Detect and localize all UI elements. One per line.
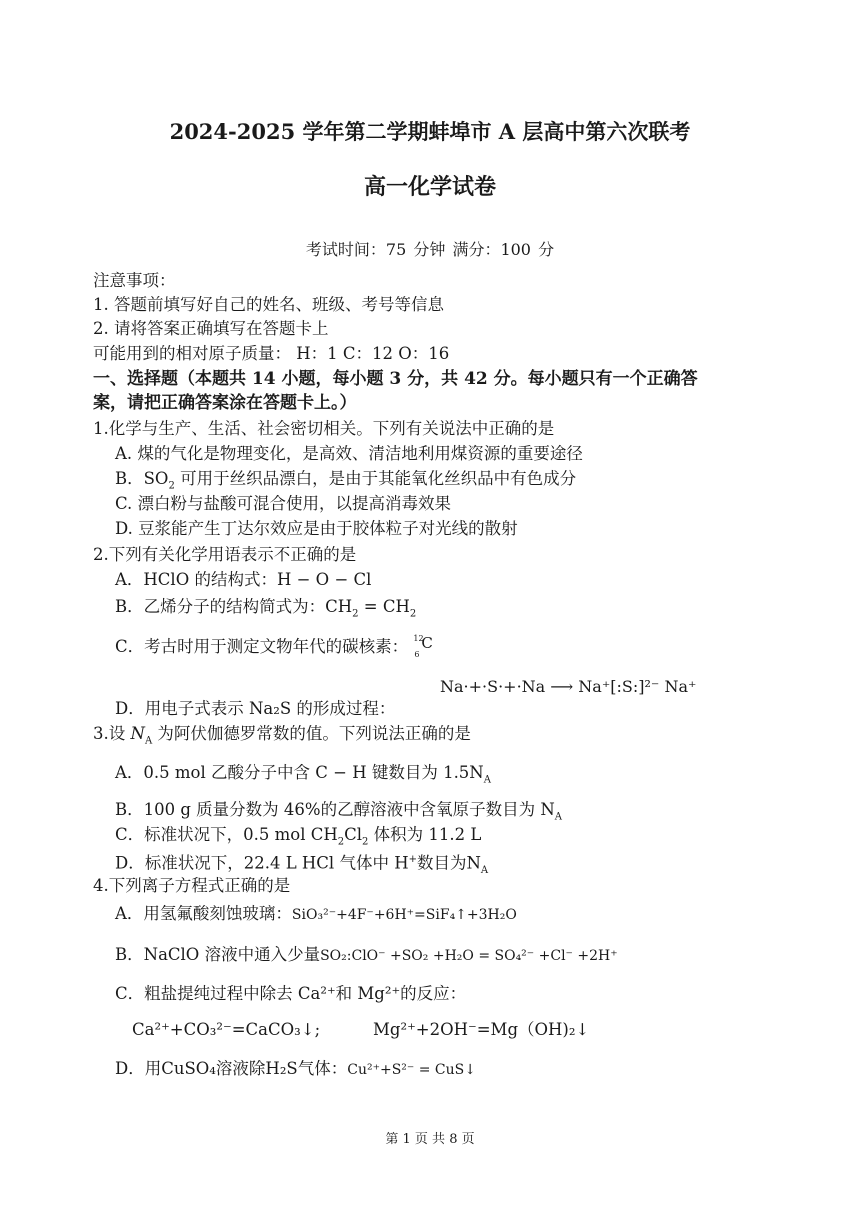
question-3-option-a: A．0.5 mol 乙酸分子中含 C − H 键数目为 $1.5N_A$ xyxy=(115,763,491,786)
question-2-option-a: A．HClO 的结构式：H − O − Cl xyxy=(115,570,372,589)
question-4-option-d: D．用CuSO₄溶液除H₂S气体：Cu²⁺+S²⁻ = CuS↓ xyxy=(115,1059,476,1078)
nuclide-mass-number: 12 xyxy=(413,634,424,643)
exam-subtitle: 高一化学试卷 xyxy=(363,174,496,200)
equation-c-magnesium: Mg²⁺+2OH⁻=Mg（OH)₂↓ xyxy=(373,1020,590,1039)
equation-a: SiO₃²⁻+4F⁻+6H⁺=SiF₄↑+3H₂O xyxy=(291,907,517,923)
exam-info: 考试时间：75 分钟 满分：100 分 xyxy=(305,240,555,259)
question-4-stem: 4.下列离子方程式正确的是 xyxy=(93,876,291,895)
notes-item-2: 2. 请将答案正确填写在答题卡上 xyxy=(93,319,329,338)
section-heading-line-2: 案，请把正确答案涂在答题卡上。） xyxy=(93,393,357,413)
equation-c-calcium: Ca²⁺+CO₃²⁻=CaCO₃↓; xyxy=(132,1020,321,1039)
question-1-option-b: B．$SO_2$ 可用于丝织品漂白，是由于其能氧化丝织品中有色成分 xyxy=(115,469,577,492)
question-1-option-a: A. 煤的气化是物理变化，是高效、清洁地利用煤资源的重要途径 xyxy=(115,444,583,463)
question-1-option-d: D. 豆浆能产生丁达尔效应是由于胶体粒子对光线的散射 xyxy=(115,519,518,538)
nuclide-symbol: C xyxy=(421,634,433,652)
notes-heading: 注意事项： xyxy=(93,271,176,290)
question-4-option-a: A．用氢氟酸刻蚀玻璃：SiO₃²⁻+4F⁻+6H⁺=SiF₄↑+3H₂O xyxy=(115,904,517,923)
question-3-option-d: D．标准状况下，22.4 L HCl 气体中 H+数目为$N_A$ xyxy=(115,853,489,876)
notes-item-1: 1. 答题前填写好自己的姓名、班级、考号等信息 xyxy=(93,295,444,314)
question-4-option-b: B．NaClO 溶液中通入少量SO₂:ClO⁻ +SO₂ +H₂O = SO₄²⁻ +Cl⁻ +2H⁺ xyxy=(115,945,618,964)
atomic-mass-line: 可能用到的相对原子质量： H：1 C：12 O：16 xyxy=(93,344,450,363)
question-2-option-c: C．考古时用于测定文物年代的碳核素： 12 6 C xyxy=(115,636,435,658)
na2s-formation-diagram: Na·+·S·+·Na ⟶ Na⁺[:S:]²⁻ Na⁺ xyxy=(440,677,697,696)
equation-b: SO₂:ClO⁻ +SO₂ +H₂O = SO₄²⁻ +Cl⁻ +2H⁺ xyxy=(320,948,618,964)
question-3-stem: 3.设 $N_A$ 为阿伏伽德罗常数的值。下列说法正确的是 xyxy=(93,724,471,747)
question-3-option-b: B．100 g 质量分数为 46%的乙醇溶液中含氧原子数目为 $N_A$ xyxy=(115,800,563,823)
question-3-option-c: C．标准状况下，0.5 mol $CH_2Cl_2$ 体积为 11.2 L xyxy=(115,825,482,848)
question-2-stem: 2.下列有关化学用语表示不正确的是 xyxy=(93,545,357,564)
section-heading-line-1: 一、选择题（本题共 14 小题，每小题 3 分，共 42 分。每小题只有一个正确答 xyxy=(93,369,698,389)
carbon-nuclide xyxy=(413,636,435,658)
question-1-option-c: C. 漂白粉与盐酸可混合使用，以提高消毒效果 xyxy=(115,494,452,513)
equation-d: Cu²⁺+S²⁻ = CuS↓ xyxy=(347,1062,476,1078)
question-2-option-d: D．用电子式表示 Na₂S 的形成过程： xyxy=(115,699,396,718)
nuclide-atomic-number: 6 xyxy=(414,650,420,659)
question-4-option-c: C．粗盐提纯过程中除去 Ca²⁺和 Mg²⁺的反应： xyxy=(115,984,467,1003)
exam-title: 2024-2025 学年第二学期蚌埠市 A 层高中第六次联考 xyxy=(169,119,691,144)
question-1-stem: 1.化学与生产、生活、社会密切相关。下列有关说法中正确的是 xyxy=(93,419,555,438)
page-footer: 第 1 页 共 8 页 xyxy=(385,1132,475,1147)
question-2-option-b: B．乙烯分子的结构简式为：$CH_2 = CH_2$ xyxy=(115,597,417,620)
